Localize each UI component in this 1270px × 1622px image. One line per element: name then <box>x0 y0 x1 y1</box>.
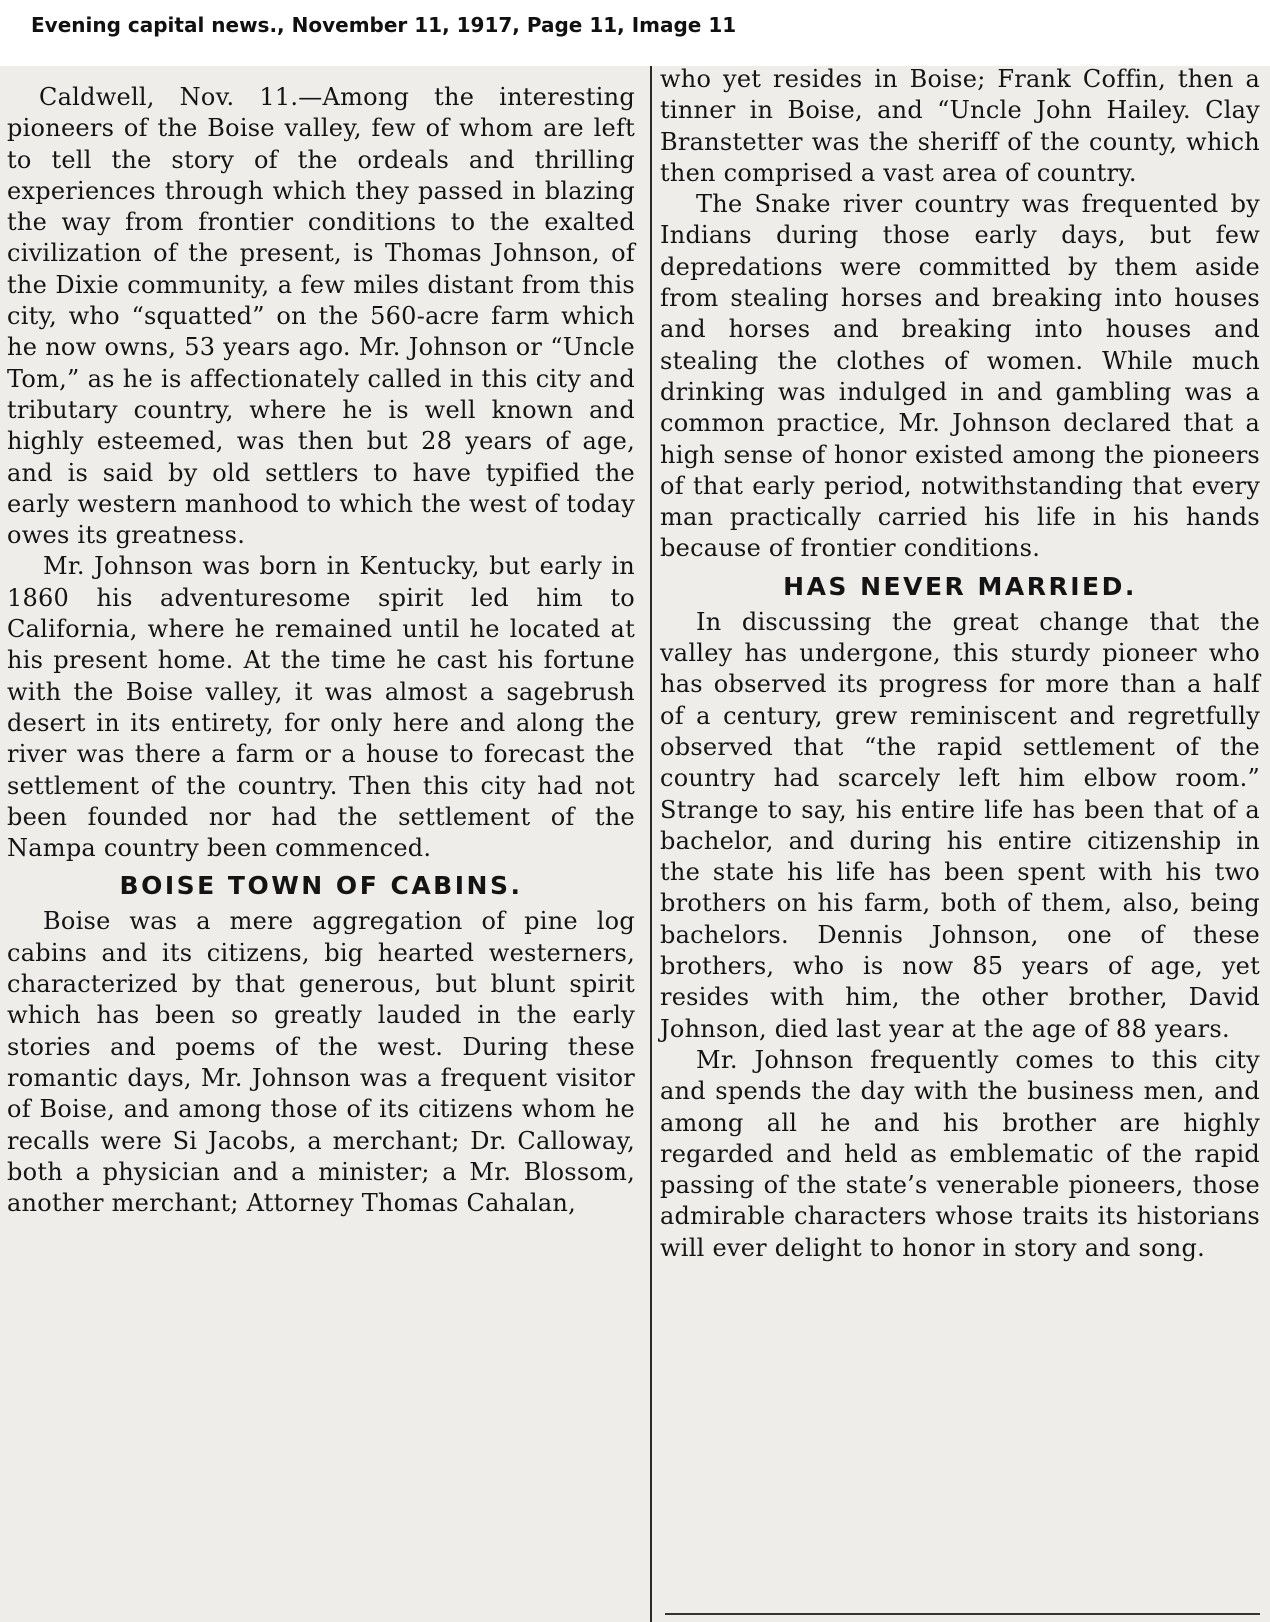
article-paragraph: Mr. Johnson was born in Kentucky, but early in 1860 his adventuresome spirit led him to California, where he remained until he located at his present home. At the time he cast his fortune with the Boise valley, it was almost a sagebrush desert in its entirety, for only here and along the river was there a farm or a house to forecast the settlement of the country. Then this city had not been founded nor had the settlement of the Nampa country been commenced. <box>7 552 635 863</box>
article-paragraph: Caldwell, Nov. 11.—Among the interesting pioneers of the Boise valley, few of whom are left to tell the story of the ordeals and thrilling experiences through which they passed in blazing the way from frontier conditions to the exalted civilization of the present, is Thomas Johnson, of the Dixie community, a few miles distant from this city, who “squatted” on the 560-acre farm which he now owns, 53 years ago. Mr. Johnson or “Uncle Tom,” as he is affectionately called in this city and tributary country, where he is well known and highly esteemed, was then but 28 years of age, and is said by old settlers to have typified the early western manhood to which the west of today owes its greatness. <box>7 83 635 550</box>
section-heading: HAS NEVER MARRIED. <box>783 571 1137 601</box>
section-heading: BOISE TOWN OF CABINS. <box>119 871 523 901</box>
article-paragraph: Mr. Johnson frequently comes to this city and spends the day with the business men, and among all he and his brother are highly regarded and held as emblematic of the rapid passing of the state’s venerable pioneers, those admirable characters whose traits its historians will ever delight to honor in story and song. <box>660 1045 1260 1262</box>
image-caption-bar <box>0 0 1270 66</box>
newspaper-scan <box>0 66 1270 1622</box>
article-end-rule <box>665 1613 1260 1615</box>
article-paragraph: who yet resides in Boise; Frank Coffin, then a tinner in Boise, and “Uncle John Hailey. Clay Branstetter was the sheriff of the county, which then comprised a vast area of country. <box>660 66 1260 187</box>
column-divider <box>650 66 652 1622</box>
image-caption: Evening capital news., November 11, 1917, Page 11, Image 11 <box>31 13 737 37</box>
article-paragraph: The Snake river country was frequented by Indians during those early days, but few depredations were committed by them aside from stealing horses and breaking into houses and horses and breaking into houses and stealing the clothes of women. While much drinking was indulged in and gambling was a common practice, Mr. Johnson declared that a high sense of honor existed among the pioneers of that early period, notwithstanding that every man practically carried his life in his hands because of frontier conditions. <box>660 190 1260 563</box>
right-column <box>660 66 1260 1264</box>
article-paragraph: In discussing the great change that the valley has undergone, this sturdy pioneer who has observed its progress for more than a half of a century, grew reminiscent and regretfully observed that “the rapid settlement of the country had scarcely left him elbow room.” Strange to say, his entire life has been that of a bachelor, and during his entire citizenship in the state his life has been spent with his two brothers on his farm, both of them, also, being bachelors. Dennis Johnson, one of these brothers, who is now 85 years of age, yet resides with him, the other brother, David Johnson, died last year at the age of 88 years. <box>660 607 1260 1043</box>
left-column <box>7 66 635 1219</box>
article-paragraph: Boise was a mere aggregation of pine log cabins and its citizens, big hearted westerners, characterized by that generous, but blunt spirit which has been so greatly lauded in the early stories and poems of the west. During these romantic days, Mr. Johnson was a frequent visitor of Boise, and among those of its citizens whom he recalls were Si Jacobs, a merchant; Dr. Calloway, both a physician and a minister; a Mr. Blossom, another merchant; Attorney Thomas Cahalan, <box>7 907 635 1218</box>
